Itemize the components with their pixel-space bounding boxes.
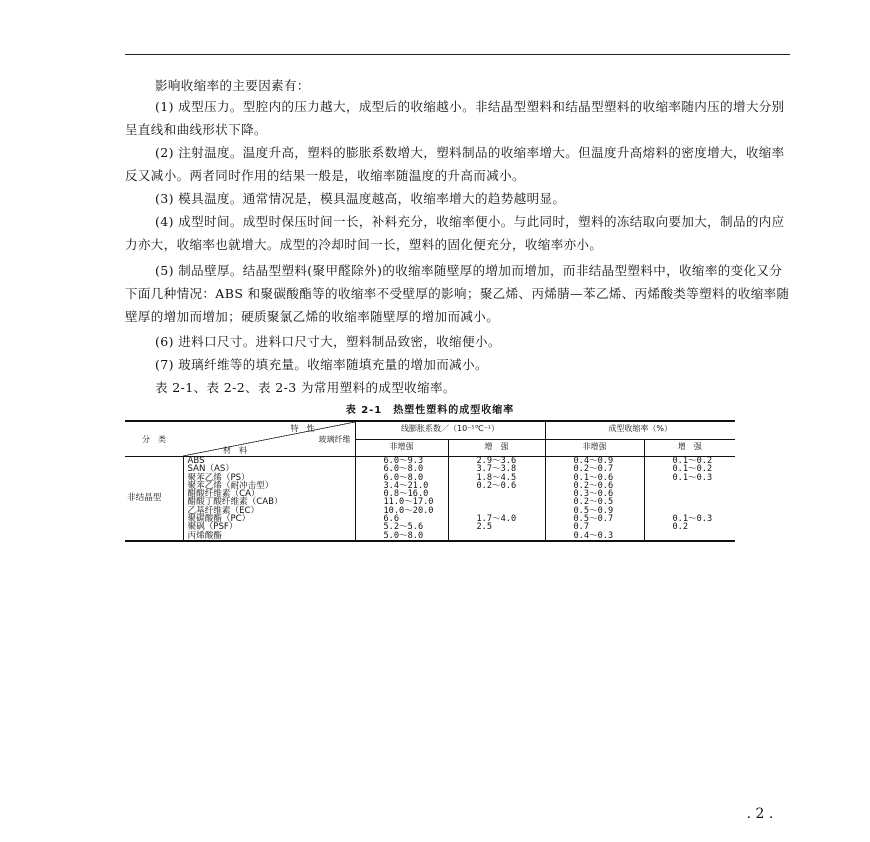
paragraph-1: (1) 成型压力。型腔内的压力越大，成型后的收缩越小。非结晶型塑料和结晶型塑料的收缩率随内压的增大分别呈直线和曲线形状下降。 xyxy=(125,99,785,137)
shrinkage-table xyxy=(125,420,735,542)
value-cell: 6.0～8.0 xyxy=(355,465,448,473)
table-row xyxy=(125,532,735,541)
value-cell: 0.2～0.6 xyxy=(448,482,545,490)
value-cell: 0.1～0.6 xyxy=(545,474,644,482)
value-cell xyxy=(448,532,545,541)
value-cell xyxy=(448,490,545,498)
value-cell: 0.5～0.9 xyxy=(545,507,644,515)
value-cell: 1.8～4.5 xyxy=(448,474,545,482)
value-cell: 6.0～8.0 xyxy=(355,474,448,482)
value-cell: 0.1～0.3 xyxy=(644,515,735,523)
material-cell: SAN（AS） xyxy=(183,465,355,473)
value-cell: 0.1～0.2 xyxy=(644,457,735,466)
page-number: . 2 . xyxy=(746,806,774,822)
value-cell: 0.7 xyxy=(545,523,644,531)
header-rule xyxy=(125,54,790,55)
material-cell: 醋酸丁酸纤维素（CAB） xyxy=(183,498,355,506)
header-expansion: 线膨胀系数／（10⁻⁵℃⁻¹） xyxy=(355,421,545,439)
paragraph-5: (5) 制品壁厚。结晶型塑料(聚甲醛除外)的收缩率随壁厚的增加而增加，而非结晶型塑料中，收缩率的变化又分下面几种情况：ABS 和聚碳酸酯等的收缩率不受壁厚的影响；聚乙烯、丙烯腈—苯乙烯、丙烯酸类等塑料的收缩率随壁厚的增加而增加；硬质聚氯乙烯的收缩率随壁厚的增加而减小。 xyxy=(125,263,790,324)
intro-text: 影响收缩率的主要因素有： xyxy=(155,78,310,93)
value-cell: 6.0～9.3 xyxy=(355,457,448,466)
value-cell: 0.2～0.6 xyxy=(545,482,644,490)
material-cell: 聚苯乙烯（PS） xyxy=(183,474,355,482)
value-cell: 10.0～20.0 xyxy=(355,507,448,515)
header-corner xyxy=(183,421,355,457)
material-cell: 聚苯乙烯（耐冲击型） xyxy=(183,482,355,490)
value-cell: 0.2～0.7 xyxy=(545,465,644,473)
value-cell xyxy=(448,498,545,506)
value-cell: 3.4～21.0 xyxy=(355,482,448,490)
value-cell: 0.4～0.9 xyxy=(545,457,644,466)
value-cell: 5.0～8.0 xyxy=(355,532,448,541)
paragraph-3: (3) 模具温度。通常情况是，模具温度越高，收缩率增大的趋势越明显。 xyxy=(155,191,566,206)
paragraph-4: (4) 成型时间。成型时保压时间一长，补料充分，收缩率便小。与此同时，塑料的冻结取向要加大，制品的内应力亦大，收缩率也就增大。成型的冷却时间一长，塑料的固化便充分，收缩率亦小。 xyxy=(125,214,785,252)
material-cell: 丙烯酸酯 xyxy=(183,532,355,541)
header-sub-1: 非增强 xyxy=(355,439,448,456)
value-cell: 5.2～5.6 xyxy=(355,523,448,531)
paragraph-2: (2) 注射温度。温度升高，塑料的膨胀系数增大，塑料制品的收缩率增大。但温度升高熔料的密度增大，收缩率反又减小。两者同时作用的结果一般是，收缩率随温度的升高而减小。 xyxy=(125,145,785,183)
value-cell xyxy=(644,482,735,490)
corner-bottom-label: 材 料 xyxy=(223,446,247,455)
shrinkage-table-block xyxy=(125,404,735,542)
header-sub-2: 增 强 xyxy=(448,439,545,456)
material-cell: 醋酸纤维素（CA） xyxy=(183,490,355,498)
paragraph-7: (7) 玻璃纤维等的填充量。收缩率随填充量的增加而减小。 xyxy=(155,357,488,372)
paragraph-8: 表 2-1、表 2-2、表 2-3 为常用塑料的成型收缩率。 xyxy=(155,380,456,395)
value-cell: 2.5 xyxy=(448,523,545,531)
value-cell xyxy=(644,532,735,541)
corner-mid-label: 玻璃纤维 xyxy=(318,435,351,444)
value-cell: 0.2～0.5 xyxy=(545,498,644,506)
value-cell: 1.7～4.0 xyxy=(448,515,545,523)
header-sub-3: 非增强 xyxy=(545,439,644,456)
value-cell: 0.2 xyxy=(644,523,735,531)
material-cell: 聚砜（PSF） xyxy=(183,523,355,531)
material-cell: 乙基纤维素（EC） xyxy=(183,507,355,515)
value-cell xyxy=(644,490,735,498)
paragraph-6: (6) 进料口尺寸。进料口尺寸大，塑料制品致密，收缩便小。 xyxy=(155,334,501,349)
material-cell: ABS xyxy=(183,457,355,466)
value-cell: 11.0～17.0 xyxy=(355,498,448,506)
value-cell: 0.3～0.6 xyxy=(545,490,644,498)
value-cell: 2.9～3.6 xyxy=(448,457,545,466)
value-cell: 0.1～0.3 xyxy=(644,474,735,482)
row-class-label: 非结晶型 xyxy=(127,493,162,504)
header-class: 分 类 xyxy=(125,421,183,457)
table-caption: 表 2-1 热塑性塑料的成型收缩率 xyxy=(345,405,515,416)
value-cell: 6.6 xyxy=(355,515,448,523)
value-cell: 0.4～0.3 xyxy=(545,532,644,541)
corner-top-label: 特 性 xyxy=(290,424,315,433)
value-cell: 0.5～0.7 xyxy=(545,515,644,523)
material-cell: 聚碳酸酯（PC） xyxy=(183,515,355,523)
value-cell: 0.8～16.0 xyxy=(355,490,448,498)
value-cell: 3.7～3.8 xyxy=(448,465,545,473)
header-shrinkage: 成型收缩率（%） xyxy=(545,421,735,439)
value-cell: 0.1～0.2 xyxy=(644,465,735,473)
header-sub-4: 增 强 xyxy=(644,439,735,456)
value-cell xyxy=(644,498,735,506)
